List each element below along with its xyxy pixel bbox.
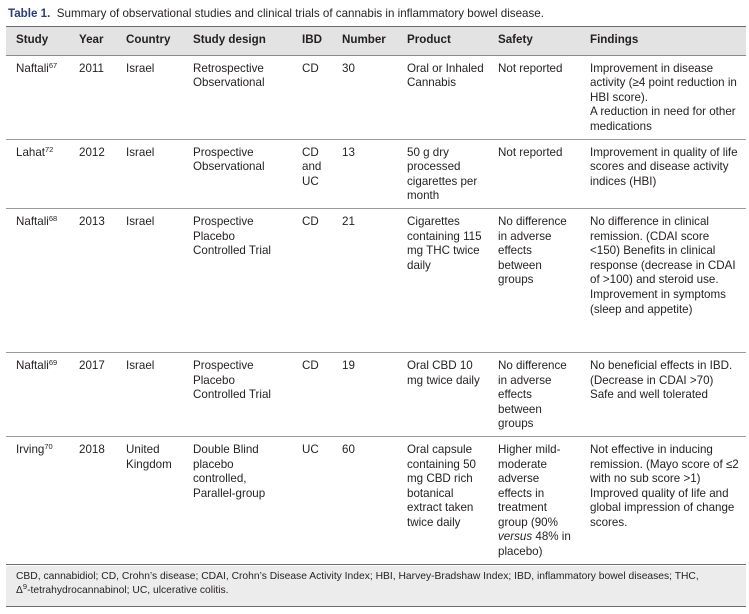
cell-number: 19: [332, 352, 397, 436]
footnote-line-1: CBD, cannabidiol; CD, Crohn’s disease; CDAI, Crohn’s Disease Activity Index; HBI, Harvey-Bradshaw Index; IBD, inflammatory bowel diseases; THC,: [16, 571, 699, 582]
finding-text: No difference in clinical remission. (CDAI score <150) Benefits in clinical response (decrease in CDAI of >100) and steroid use. Improvement in symptoms (sleep and appetite): [590, 214, 736, 316]
reference-number: 72: [45, 144, 54, 154]
cell-year: 2012: [69, 139, 116, 208]
studies-table: [6, 26, 746, 565]
cell-product: Oral or Inhaled Cannabis: [397, 55, 488, 139]
cell-ibd: CD: [292, 208, 332, 352]
cell-year: 2018: [69, 436, 116, 564]
cell-ibd: CD and UC: [292, 139, 332, 208]
cell-country: Israel: [116, 352, 183, 436]
header-country: Country: [116, 27, 183, 56]
cell-design: Double Blind placebo controlled, Parallel-group: [183, 436, 292, 564]
cell-study: [6, 436, 69, 564]
cell-findings: [580, 208, 746, 352]
study-author: Lahat: [16, 145, 46, 159]
cell-safety: Not reported: [488, 55, 580, 139]
finding-text: A reduction in need for other medications: [590, 105, 736, 133]
cell-product: 50 g dry processed cigarettes per month: [397, 139, 488, 208]
cell-study: [6, 352, 69, 436]
abbreviations-footer: [6, 566, 746, 607]
cell-country: United Kingdom: [116, 436, 183, 564]
cell-safety: Not reported: [488, 139, 580, 208]
reference-number: 69: [48, 357, 58, 367]
study-author: Naftali: [16, 61, 49, 75]
cell-design: Retrospective Observational: [183, 55, 292, 139]
cell-country: Israel: [116, 55, 183, 139]
finding-text: Safe and well tolerated: [590, 388, 708, 402]
header-safety: Safety: [488, 27, 580, 56]
table-row: [6, 352, 746, 436]
header-year: Year: [69, 27, 116, 56]
header-product: Product: [397, 27, 488, 56]
header-findings: Findings: [580, 27, 746, 56]
cell-year: 2013: [69, 208, 116, 352]
reference-number: 68: [48, 213, 58, 223]
safety-italic-text: versus: [498, 530, 533, 544]
abbreviations-footnote: [16, 570, 748, 598]
cell-findings: [580, 436, 746, 564]
cell-findings: [580, 352, 746, 436]
cell-ibd: UC: [292, 436, 332, 564]
safety-text: Higher mild-moderate adverse effects in treatment group (90%: [498, 442, 561, 529]
table-label: Table 1.: [8, 7, 51, 20]
table-row: [6, 139, 746, 208]
study-author: Naftali: [16, 214, 49, 228]
header-study-design: Study design: [183, 27, 292, 56]
cell-safety: No difference in adverse effects between groups: [488, 208, 580, 352]
cell-study: [6, 208, 69, 352]
cell-year: 2017: [69, 352, 116, 436]
table-caption-text: Summary of observational studies and clinical trials of cannabis in inflammatory bowel disease.: [56, 7, 544, 20]
safety-text: 48% in placebo): [498, 530, 571, 559]
study-author: Naftali: [16, 358, 49, 372]
cell-findings: [580, 139, 746, 208]
study-author: Irving: [16, 442, 45, 456]
cell-safety: No difference in adverse effects between groups: [488, 352, 580, 436]
finding-text: Improvement in disease activity (≥4 point reduction in HBI score).: [590, 61, 737, 104]
cell-ibd: CD: [292, 352, 332, 436]
cell-number: 30: [332, 55, 397, 139]
cell-safety: [488, 436, 580, 564]
cell-design: Prospective Placebo Controlled Trial: [183, 352, 292, 436]
table-row: [6, 436, 746, 564]
table-row: [6, 208, 746, 352]
cell-design: Prospective Observational: [183, 139, 292, 208]
finding-text: Improved quality of life and global impression of change scores.: [590, 486, 735, 529]
finding-text: Improvement in quality of life scores and disease activity indices (HBI): [590, 145, 738, 188]
table-row: [6, 55, 746, 139]
cell-product: Oral CBD 10 mg twice daily: [397, 352, 488, 436]
header-study: Study: [6, 27, 69, 56]
cell-country: Israel: [116, 139, 183, 208]
cell-product: Cigarettes containing 115 mg THC twice daily: [397, 208, 488, 352]
cell-year: 2011: [69, 55, 116, 139]
cell-ibd: CD: [292, 55, 332, 139]
cell-study: [6, 55, 69, 139]
cell-number: 60: [332, 436, 397, 564]
delta-symbol: Δ: [16, 585, 23, 596]
header-number: Number: [332, 27, 397, 56]
reference-number: 67: [48, 60, 58, 70]
table-caption: [8, 6, 744, 21]
cell-findings: [580, 55, 746, 139]
header-ibd: IBD: [292, 27, 332, 56]
footnote-line-2: -tetrahydrocannabinol; UC, ulcerative colitis.: [27, 585, 229, 596]
finding-text: Not effective in inducing remission. (Mayo score of ≤2 with no sub score >1): [590, 442, 739, 486]
cell-number: 13: [332, 139, 397, 208]
delta-superscript: 9: [22, 582, 28, 591]
reference-number: 70: [44, 441, 53, 451]
cell-product: Oral capsule containing 50 mg CBD rich botanical extract taken twice daily: [397, 436, 488, 564]
cell-country: Israel: [116, 208, 183, 352]
finding-text: No beneficial effects in IBD. (Decrease in CDAI >70): [590, 358, 733, 387]
cell-design: Prospective Placebo Controlled Trial: [183, 208, 292, 352]
table-header-row: [6, 27, 746, 56]
cell-number: 21: [332, 208, 397, 352]
cell-study: [6, 139, 69, 208]
